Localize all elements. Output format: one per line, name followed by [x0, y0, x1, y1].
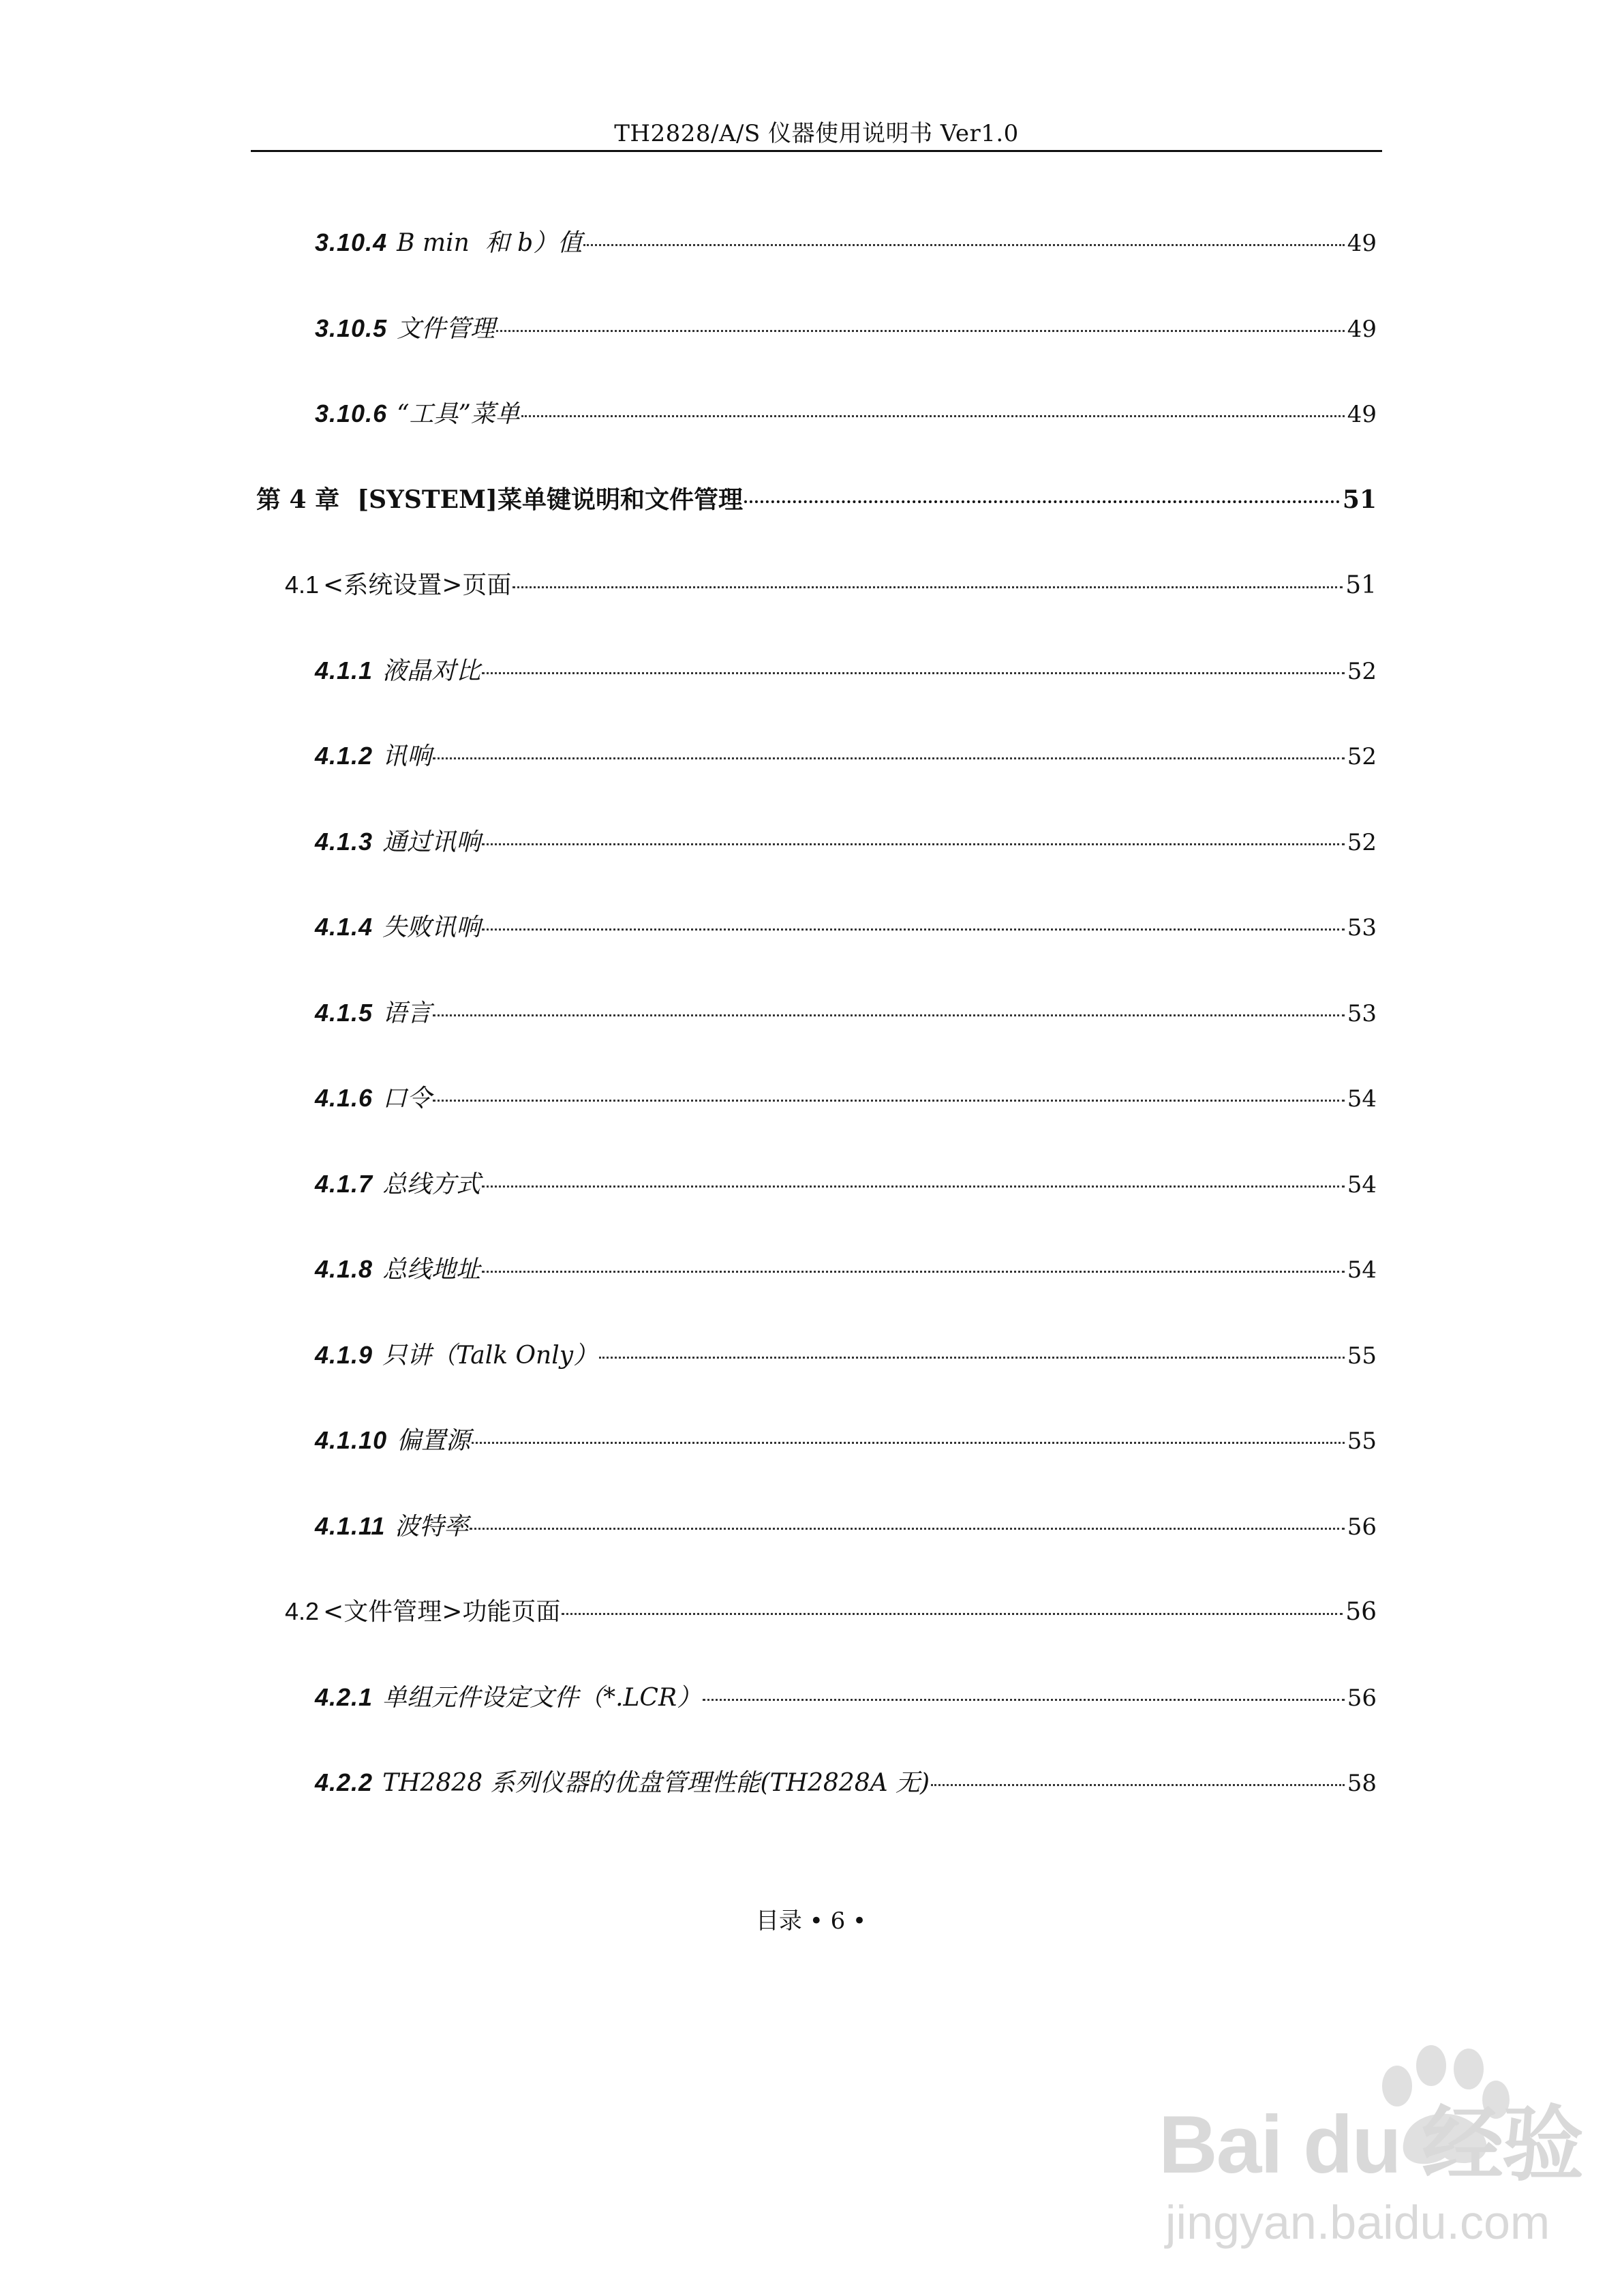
toc-entry-title: 偏置源 — [397, 1427, 471, 1455]
toc-leader-dots — [482, 843, 1345, 845]
toc-entry-number: 4.1.10 — [315, 1426, 388, 1454]
toc-entry-title: 单组元件设定文件（*.LCR） — [382, 1684, 702, 1712]
toc-entry-number: 4.1.8 — [315, 1255, 373, 1283]
toc-leader-dots — [703, 1699, 1345, 1701]
toc-entry-page: 49 — [1347, 230, 1377, 257]
toc-leader-dots — [482, 1185, 1345, 1188]
toc-entry-title: [SYSTEM]菜单键说明和文件管理 — [357, 485, 743, 514]
toc-leader-dots — [931, 1784, 1345, 1786]
toc-entry-page: 55 — [1347, 1342, 1377, 1370]
toc-entry-number: 4.1.6 — [315, 1084, 373, 1112]
toc-entry-number: 4.1.5 — [315, 999, 373, 1027]
toc-entry-page: 55 — [1347, 1428, 1377, 1455]
toc-entry[interactable] — [315, 1165, 1377, 1199]
toc-entry-title: <文件管理>功能页面 — [323, 1598, 561, 1626]
toc-entry-number: 3.10.4 — [315, 228, 388, 256]
toc-leader-dots — [433, 1014, 1345, 1016]
toc-entry[interactable] — [315, 652, 1377, 686]
toc-entry[interactable] — [315, 1079, 1377, 1113]
toc-entry-title: “工具”菜单 — [397, 400, 520, 428]
toc-entry-page: 58 — [1347, 1770, 1377, 1797]
toc-entry[interactable] — [315, 1421, 1377, 1455]
toc-entry[interactable] — [315, 224, 1377, 258]
toc-entry-title: 总线方式 — [382, 1170, 481, 1198]
toc-entry-number: 4.2 — [285, 1597, 320, 1625]
toc-entry[interactable] — [315, 823, 1377, 857]
toc-entry-title: 文件管理 — [397, 315, 495, 343]
toc-leader-dots — [512, 586, 1343, 588]
toc-leader-dots — [482, 1271, 1345, 1273]
toc-entry-number: 4.1 — [285, 571, 320, 599]
toc-entry[interactable] — [315, 309, 1377, 344]
toc-entry[interactable] — [315, 1507, 1377, 1541]
toc-entry-page: 52 — [1347, 743, 1377, 770]
toc-entry-page: 54 — [1347, 1256, 1377, 1284]
toc-entry[interactable] — [315, 1678, 1377, 1712]
toc-entry[interactable] — [285, 1592, 1377, 1627]
toc-leader-dots — [472, 1442, 1345, 1444]
toc-entry-title: B min 和 b）值 — [397, 229, 583, 257]
toc-leader-dots — [470, 1528, 1344, 1530]
toc-entry-page: 52 — [1347, 829, 1377, 856]
toc-entry-page: 53 — [1347, 914, 1377, 941]
toc-entry-title: <系统设置>页面 — [323, 571, 512, 599]
toc-entry[interactable] — [315, 395, 1377, 429]
toc-leader-dots — [562, 1613, 1343, 1615]
toc-entry-number: 4.1.3 — [315, 828, 373, 856]
toc-entry-page: 54 — [1347, 1085, 1377, 1113]
toc-leader-dots — [521, 415, 1345, 417]
toc-entry-title: 总线地址 — [382, 1256, 481, 1284]
watermark-url: jingyan.baidu.com — [1165, 2196, 1550, 2249]
watermark-logo-text: Bai du 经验 — [1159, 2099, 1583, 2190]
toc-leader-dots — [482, 928, 1345, 931]
toc-entry-number: 3.10.5 — [315, 314, 388, 342]
toc-leader-dots — [433, 1100, 1345, 1102]
toc-entry[interactable] — [315, 1764, 1377, 1798]
toc-entry-title: 讯响 — [382, 742, 432, 770]
toc-entry[interactable] — [315, 1336, 1377, 1370]
page-footer: 目录 • 6 • — [755, 1907, 867, 1935]
toc-entry-number: 4.1.4 — [315, 913, 373, 941]
toc-entry[interactable] — [315, 908, 1377, 942]
toc-entry-page: 53 — [1347, 1000, 1377, 1027]
toc-entry-page: 49 — [1347, 316, 1377, 343]
toc-entry-title: 语言 — [382, 999, 432, 1027]
toc-entry-number: 4.2.1 — [315, 1683, 373, 1711]
toc-entry-title: 通过讯响 — [382, 828, 481, 856]
toc-entry-title: TH2828 系列仪器的优盘管理性能(TH2828A 无) — [382, 1769, 930, 1797]
toc-entry-title: 口令 — [382, 1085, 432, 1113]
toc-entry-page: 51 — [1342, 485, 1377, 514]
toc-leader-dots — [433, 757, 1345, 759]
toc-entry-page: 49 — [1347, 401, 1377, 428]
toc-entry-title: 液晶对比 — [382, 657, 481, 685]
toc-entry[interactable] — [285, 566, 1377, 600]
toc-entry-title: 只讲（Talk Only） — [382, 1342, 598, 1370]
toc-leader-dots — [744, 500, 1340, 503]
toc-entry-title: 波特率 — [395, 1513, 469, 1541]
toc-leader-dots — [599, 1357, 1345, 1359]
toc-entry-page: 56 — [1345, 1598, 1377, 1626]
toc-entry[interactable] — [315, 994, 1377, 1028]
page-header: TH2828/A/S 仪器使用说明书 Ver1.0 — [614, 120, 1019, 147]
toc-entry-number: 4.1.2 — [315, 742, 373, 770]
toc-entry-title: 失败讯响 — [382, 913, 481, 941]
toc-entry-number: 4.1.11 — [315, 1512, 386, 1540]
toc-entry-number: 4.2.2 — [315, 1768, 373, 1796]
toc-entry-number: 4.1.1 — [315, 656, 373, 684]
toc-entry[interactable] — [256, 481, 1377, 515]
toc-entry-page: 52 — [1347, 658, 1377, 685]
toc-leader-dots — [496, 330, 1345, 332]
toc-leader-dots — [583, 244, 1345, 246]
toc-entry[interactable] — [315, 737, 1377, 771]
toc-entry-number: 4.1.9 — [315, 1341, 373, 1369]
toc-entry-page: 56 — [1347, 1685, 1377, 1712]
baidu-watermark — [1152, 2038, 1583, 2263]
toc-entry[interactable] — [315, 1250, 1377, 1284]
toc-entry-number: 3.10.6 — [315, 399, 388, 427]
toc-entry-page: 51 — [1345, 571, 1377, 599]
toc-entry-page: 54 — [1347, 1171, 1377, 1198]
toc-leader-dots — [482, 672, 1345, 674]
toc-entry-page: 56 — [1347, 1513, 1377, 1541]
toc-entry-number: 4.1.7 — [315, 1170, 373, 1198]
toc-entry-number: 第 4 章 — [256, 485, 340, 514]
